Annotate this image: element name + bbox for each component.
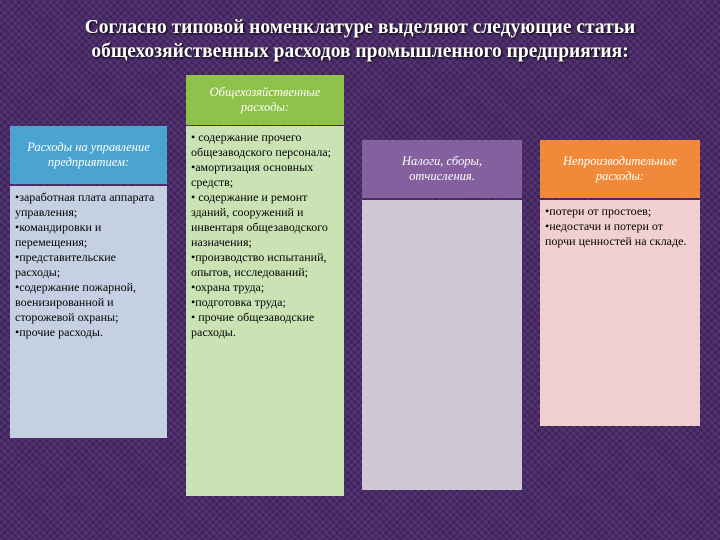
- root-node: [186, 75, 344, 125]
- taxes-header: [362, 140, 522, 198]
- list-item: •недостачи и потери от порчи ценностей на складе.: [545, 219, 687, 248]
- non-productive-expenses-header: [540, 140, 700, 198]
- list-item: • содержание прочего общезаводского персонала;: [191, 130, 331, 159]
- list-item: •амортизация основных средств;: [191, 160, 314, 189]
- list-item: •подготовка труда;: [191, 295, 286, 309]
- root-node-label: Общехозяйственные расходы:: [209, 85, 321, 114]
- general-plant-expenses-list: [186, 126, 344, 496]
- taxes-list: [362, 200, 522, 490]
- list-item: •охрана труда;: [191, 280, 265, 294]
- list-item: •прочие расходы.: [15, 325, 103, 339]
- list-item: •представительские расходы;: [15, 250, 116, 279]
- management-expenses-header-label: Расходы на управление предприятием:: [27, 140, 150, 169]
- taxes-header-label: Налоги, сборы, отчисления.: [401, 154, 483, 183]
- list-item: •производство испытаний, опытов, исследований;: [191, 250, 327, 279]
- non-productive-expenses-list: [540, 200, 700, 426]
- list-item: • содержание и ремонт зданий, сооружений и инвентаря общезаводского назначения;: [191, 190, 328, 249]
- list-item: •потери от простоев;: [545, 204, 652, 218]
- page-title: Согласно типовой номенклатуре выделяют следующие статьи общехозяйственных расходов промышленного предприятия:: [84, 17, 636, 62]
- list-item: • прочие общезаводские расходы.: [191, 310, 315, 339]
- list-item: •заработная плата аппарата управления;: [15, 190, 155, 219]
- management-expenses-header: [10, 126, 167, 184]
- management-expenses-list: [10, 186, 167, 438]
- list-item: •командировки и перемещения;: [15, 220, 102, 249]
- non-productive-expenses-header-label: Непроизводительные расходы:: [563, 154, 677, 183]
- list-item: •содержание пожарной, военизированной и сторожевой охраны;: [15, 280, 136, 324]
